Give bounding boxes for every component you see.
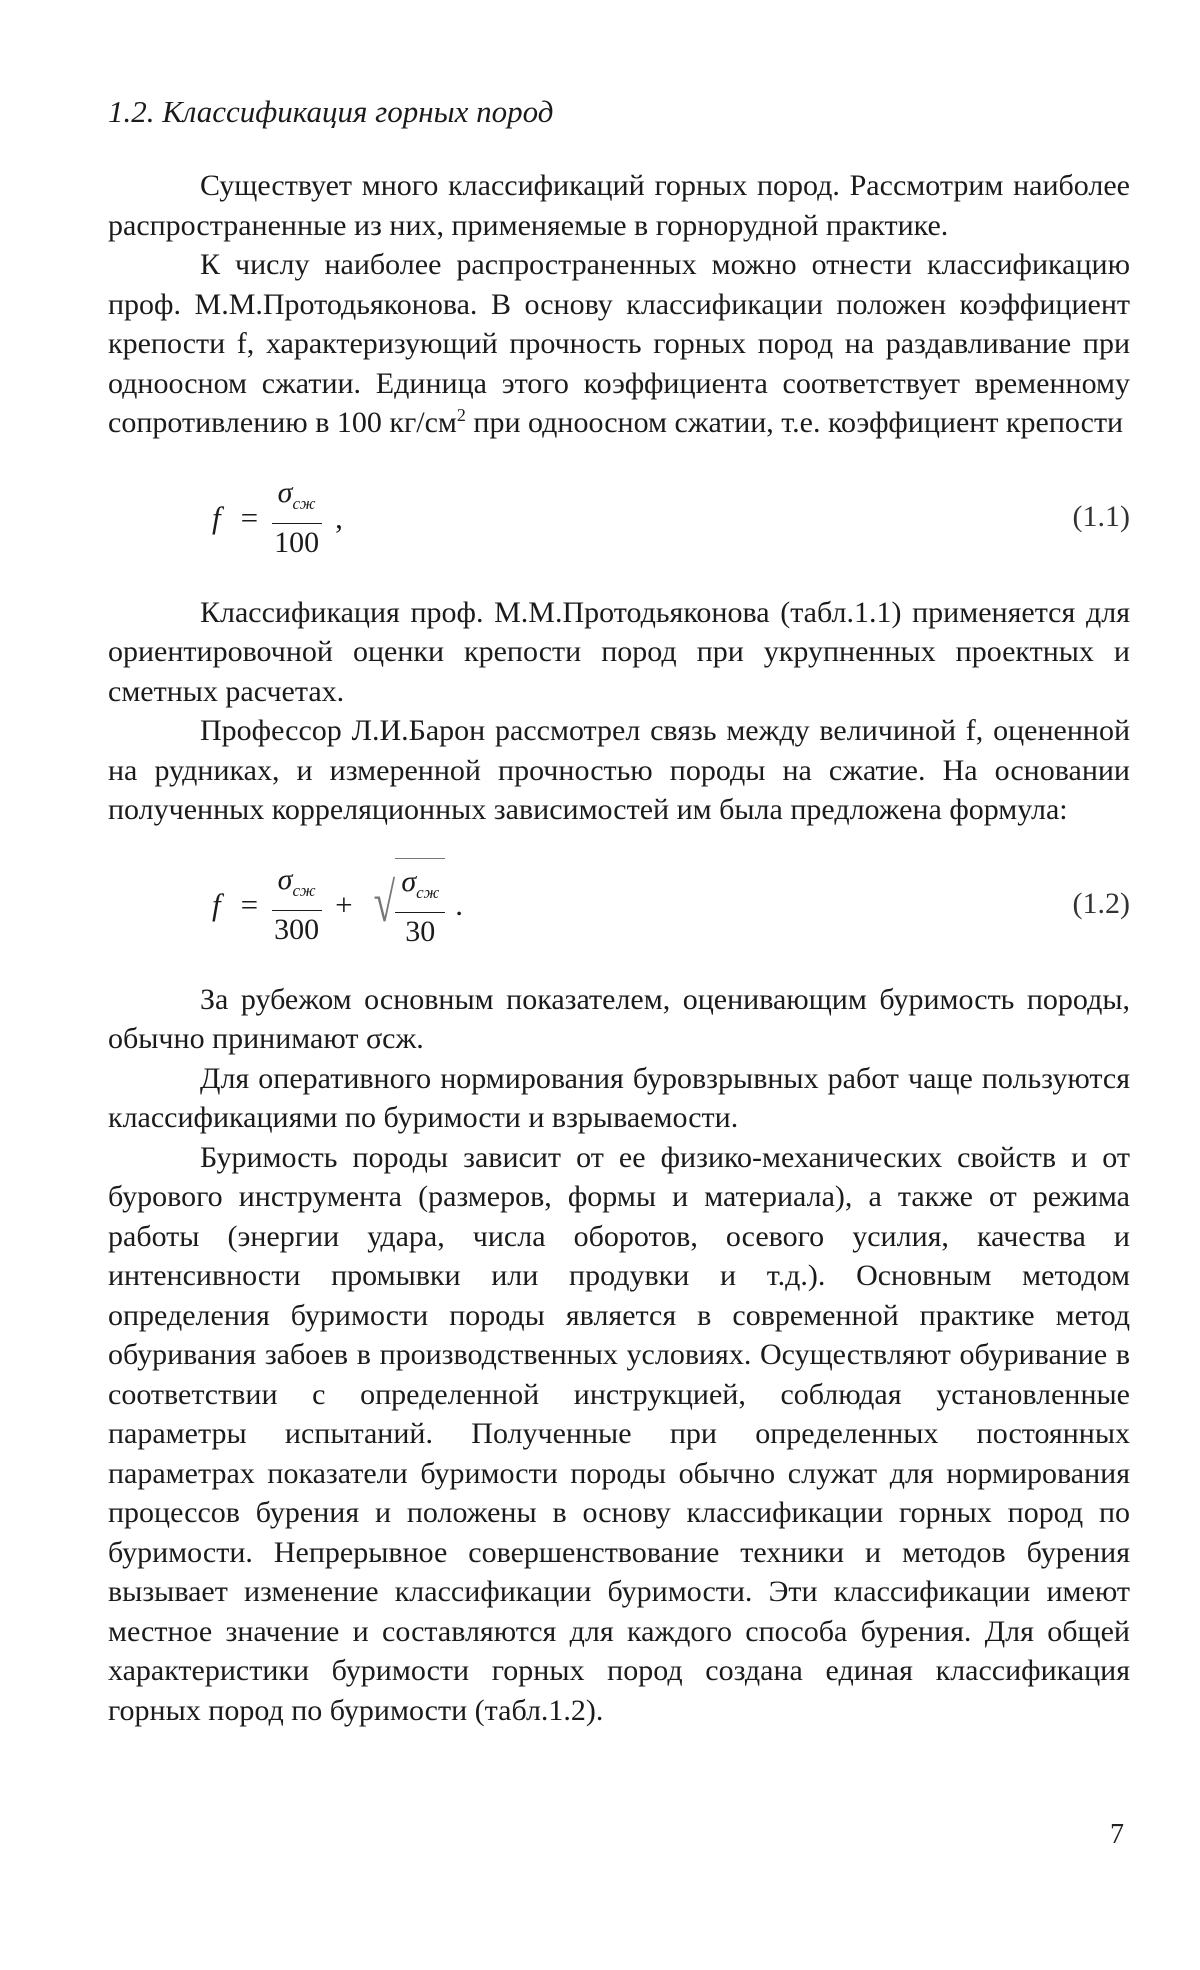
formula-2-sigma-2: σ (401, 865, 417, 898)
formula-2-radicand (395, 858, 445, 951)
formula-2-subscript-1: сж (292, 880, 316, 900)
formula-2-sigma-1: σ (277, 862, 293, 896)
paragraph-2-tail: при одноосном сжатии, т.е. коэффициент крепости (465, 406, 1124, 439)
paragraph-3: Классификация проф. М.М.Протодьяконова (табл.1.1) применяется для ориентировочной оценки крепости пород при укрупненных проектных и сметных расчетах. (108, 595, 1130, 708)
formula-1-numerator (272, 474, 322, 524)
formula-2-denominator-2: 30 (405, 915, 436, 948)
paragraph-4: Профессор Л.И.Барон рассмотрел связь между величиной f, оцененной на рудниках, и измеренной прочностью породы на сжатие. На основании полученных корреляционных зависимостей им была предложена формула: (108, 714, 1130, 826)
formula-1-end: , (335, 499, 343, 535)
formula-1-fraction (268, 474, 325, 562)
formula-2-end: . (455, 886, 464, 922)
formula-2-fraction-2 (395, 863, 445, 951)
paragraph-6: Для оперативного нормирования буровзрывных работ чаще пользуются классификациями по буримости и взрываемости. (108, 1061, 1130, 1134)
formula-1-lhs: f (212, 499, 221, 535)
formula-2-lhs: f (212, 886, 221, 922)
formula-1-number: (1.1) (1072, 499, 1130, 533)
paragraph-2-superscript: 2 (456, 405, 466, 425)
formula-2-plus: + (335, 886, 353, 922)
radical-sign-icon: √ (373, 872, 395, 934)
formula-1-row (108, 463, 1130, 573)
paragraph-2 (108, 245, 1130, 443)
page-number: 7 (1110, 1819, 1124, 1850)
formula-2-number: (1.2) (1072, 886, 1130, 920)
formula-1-subscript: сж (292, 493, 316, 513)
formula-1-equals: = (240, 499, 259, 535)
formula-1-denominator: 100 (274, 525, 320, 559)
formula-2-equals: = (240, 886, 259, 922)
formula-1-sigma: σ (277, 475, 293, 509)
paragraph-7: Буримость породы зависит от ее физико-механических свойств и от бурового инструмента (размеров, формы и материала), а также от режима работы (энергии удара, числа оборотов, осевого усилия, качества и интенсивности промывки или продувки и т.д.). Основным методом определения буримости породы является в современной практике метод обуривания забоев в производственных условиях. Осуществляют обуривание в соответствии с определенной инструкцией, соблюдая установленные параметры испытаний. Полученные при определенных постоянных параметрах показатели буримости породы обычно служат для нормирования процессов бурения и положены в основу классификации горных пород по буримости. Непрерывное совершенствование техники и методов бурения вызывает изменение классификации буримости. Эти классификации имеют местное значение и составляются для каждого способа бурения. Для общей характеристики буримости горных пород создана единая классификация горных пород по буримости (табл.1.2). (108, 1140, 1130, 1727)
paragraph-1: Существует много классификаций горных пород. Рассмотрим наиболее распространенные из них, применяемые в горнорудной практике. (108, 169, 1130, 242)
document-page (108, 92, 1130, 1730)
paragraph-2-text: К числу наиболее распространенных можно отнести классификацию проф. М.М.Протодьяконова. В основу классификации положен коэффициент крепости f, характеризующий прочность горных пород на раздавливание при одноосном сжатии. Единица этого коэффициента соответствует временному сопротивлению в 100 кг/см (108, 248, 1130, 439)
formula-1 (212, 463, 353, 573)
formula-2 (212, 850, 473, 960)
formula-2-numerator-2 (395, 863, 445, 913)
formula-2-denominator-1: 300 (274, 912, 320, 946)
formula-2-fraction-1 (268, 861, 325, 949)
formula-2-numerator-1 (272, 861, 322, 911)
formula-2-row (108, 850, 1130, 960)
paragraph-5: За рубежом основным показателем, оценивающим буримость породы, обычно принимают σсж. (108, 982, 1130, 1055)
formula-2-subscript-2: сж (416, 883, 440, 902)
section-title: 1.2. Классификация горных пород (108, 94, 554, 129)
formula-2-square-root (369, 858, 446, 951)
